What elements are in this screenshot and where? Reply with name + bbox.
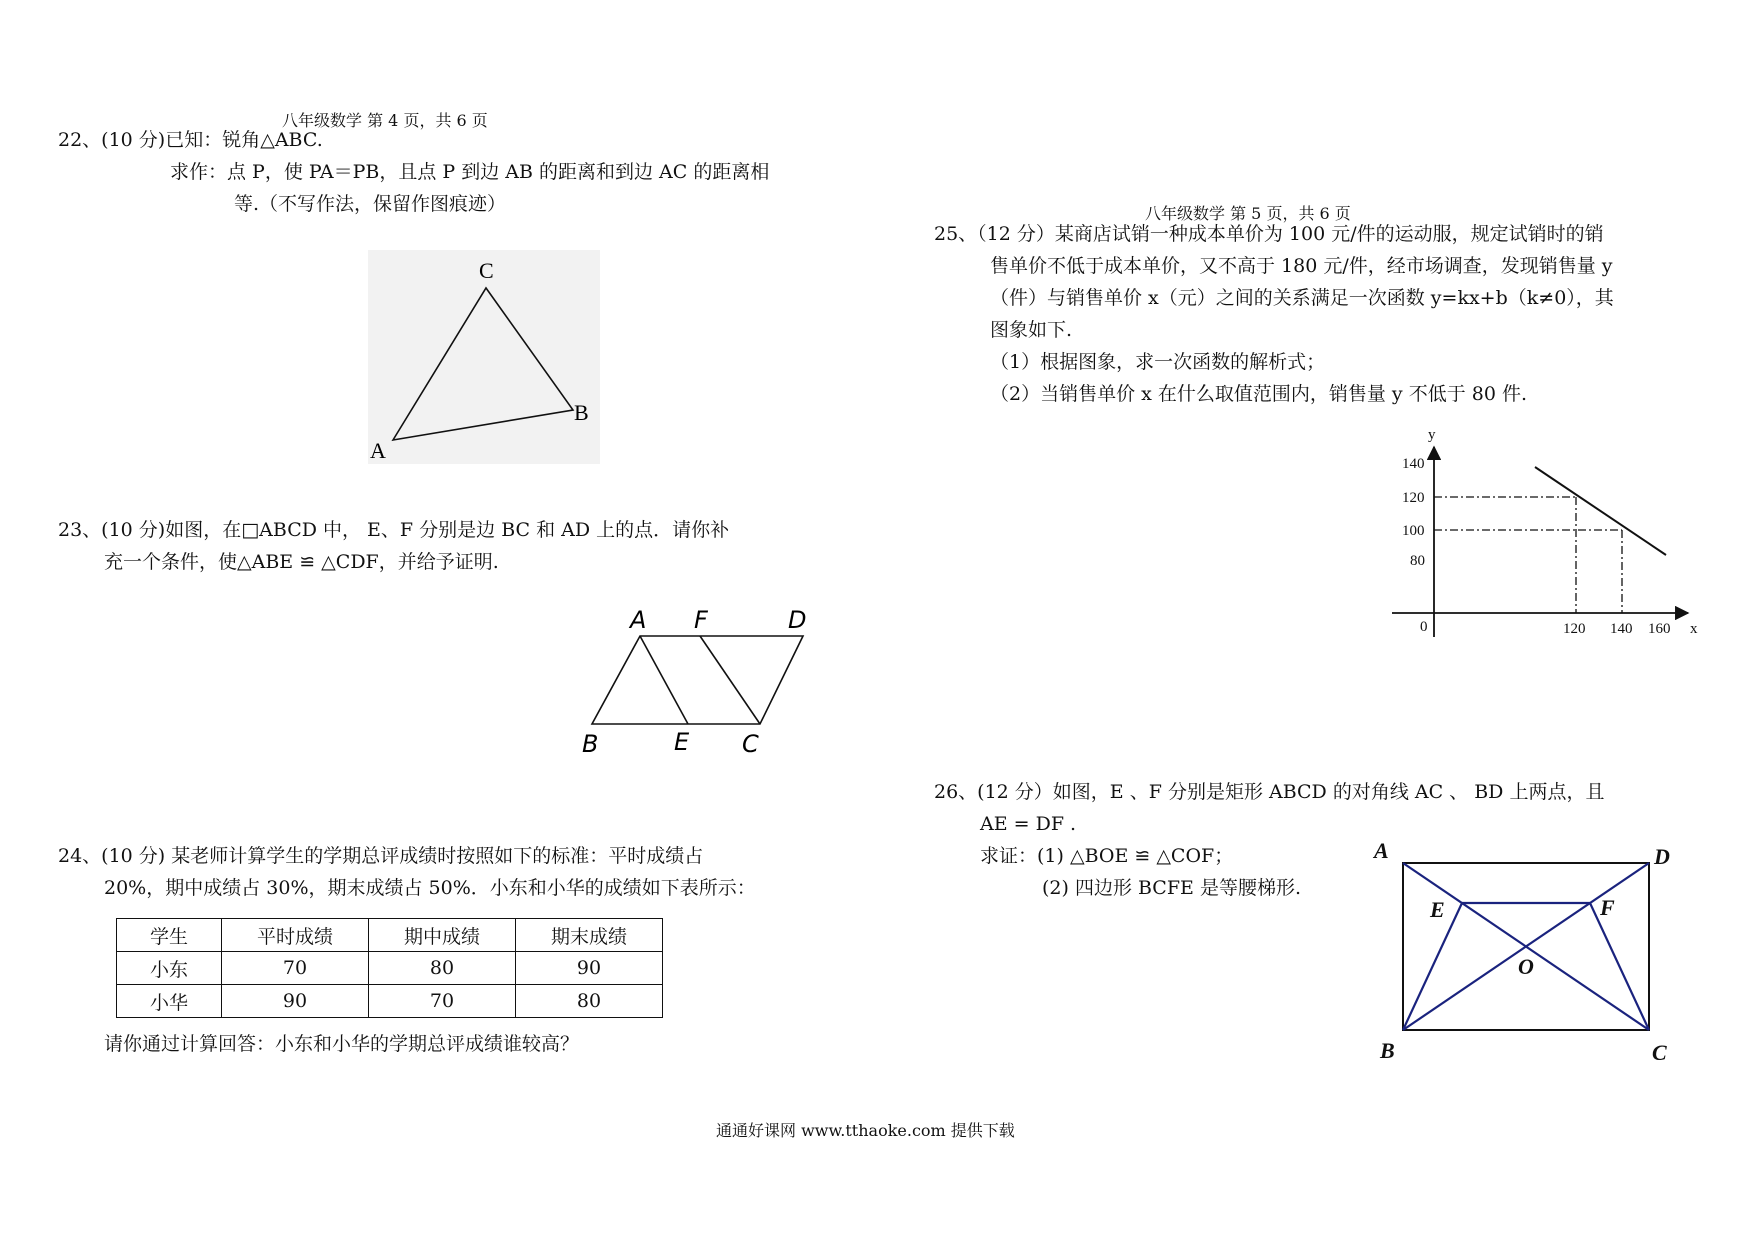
q22-line1: 22、(10 分)已知：锐角△ABC. [58,129,323,151]
y-tick-label: 100 [1402,523,1425,539]
table-cell: 90 [222,985,369,1018]
q24-line1: 24、(10 分) 某老师计算学生的学期总评成绩时按照如下的标准：平时成绩占 [58,845,704,867]
y-axis-label: y [1428,427,1436,443]
table-header-cell: 期中成绩 [369,919,516,952]
table-row [117,985,663,1018]
vertex-label-f: F [1600,895,1615,920]
q26-line1: 26、(12 分）如图，E 、F 分别是矩形 ABCD 的对角线 AC 、 BD 上两点，且 [934,781,1605,803]
x-tick-label: 120 [1563,621,1586,637]
vertex-label-e: E [1430,897,1445,922]
y-tick-label: 80 [1410,553,1425,569]
origin-label: 0 [1420,619,1428,635]
q22-line2: 求作：点 P，使 PA＝PB，且点 P 到边 AB 的距离和到边 AC 的距离相 [170,161,770,183]
q22-triangle-figure [368,250,600,464]
y-tick-label: 140 [1402,456,1425,472]
q23-line1: 23、(10 分)如图，在□ABCD 中， E、F 分别是边 BC 和 AD 上的点．请你补 [58,519,730,541]
vertex-label-c: C [479,258,494,283]
q25-function-graph [1380,425,1700,650]
table-cell: 70 [369,985,516,1018]
q25-line4: 图象如下. [990,319,1073,341]
table-header-cell: 平时成绩 [222,919,369,952]
vertex-label-a: A [1374,838,1389,863]
q25-part2: （2）当销售单价 x 在什么取值范围内，销售量 y 不低于 80 件. [990,383,1527,405]
page-header-left: 八年级数学 第 4 页，共 6 页 [282,111,488,130]
vertex-label-c: C [1652,1040,1667,1065]
q26-part1: 求证：(1) △BOE ≌ △COF； [980,845,1234,867]
table-cell: 小华 [117,985,222,1018]
function-line [1535,467,1666,555]
q23-line2: 充一个条件，使△ABE ≌ △CDF，并给予证明. [104,551,499,573]
vertex-label-o: O [1518,954,1534,979]
table-header-cell: 学生 [117,919,222,952]
q24-line2: 20%，期中成绩占 30%，期末成绩占 50%．小东和小华的成绩如下表所示： [104,877,756,899]
table-cell: 90 [516,952,663,985]
vertex-label-d: D [788,606,807,634]
q25-line3: （件）与销售单价 x（元）之间的关系满足一次函数 y=kx+b（k≠0），其 [990,287,1614,309]
q25-part1: （1）根据图象，求一次函数的解析式； [990,351,1326,373]
q25-line2: 售单价不低于成本单价，又不高于 180 元/件，经市场调查，发现销售量 y [990,255,1613,277]
table-cell: 小东 [117,952,222,985]
vertex-label-d: D [1654,844,1670,869]
segment-fc [700,636,760,724]
vertex-label-a: A [630,606,647,634]
q24-question: 请你通过计算回答：小东和小华的学期总评成绩谁较高？ [104,1033,580,1055]
vertex-label-b: B [582,730,599,758]
q25-line1: 25、（12 分）某商店试销一种成本单价为 100 元/件的运动服，规定试销时的销 [934,223,1604,245]
score-table [116,918,663,1018]
page-header-right: 八年级数学 第 5 页，共 6 页 [1145,204,1351,223]
q26-line2: AE = DF . [980,813,1077,835]
vertex-label-b: B [1380,1038,1395,1063]
segment-ae [640,636,688,724]
y-tick-label: 120 [1402,490,1425,506]
x-axis-label: x [1690,621,1698,637]
table-row [117,952,663,985]
vertex-label-e: E [674,728,690,756]
table-header-cell: 期末成绩 [516,919,663,952]
vertex-label-f: F [694,606,708,634]
q23-parallelogram-figure [578,600,818,760]
page-footer: 通通好课网 www.tthaoke.com 提供下载 [716,1121,1015,1140]
x-tick-label: 160 [1648,621,1671,637]
table-header-row [117,919,663,952]
q26-rectangle-figure [1370,838,1690,1068]
table-cell: 70 [222,952,369,985]
vertex-label-a: A [370,438,386,463]
table-cell: 80 [516,985,663,1018]
vertex-label-b: B [574,400,589,425]
q26-part2: (2) 四边形 BCFE 是等腰梯形. [1042,877,1301,899]
q22-line3: 等.（不写作法，保留作图痕迹） [234,193,507,215]
x-tick-label: 140 [1610,621,1633,637]
parallelogram-abcd [592,636,803,724]
table-cell: 80 [369,952,516,985]
vertex-label-c: C [742,730,759,758]
